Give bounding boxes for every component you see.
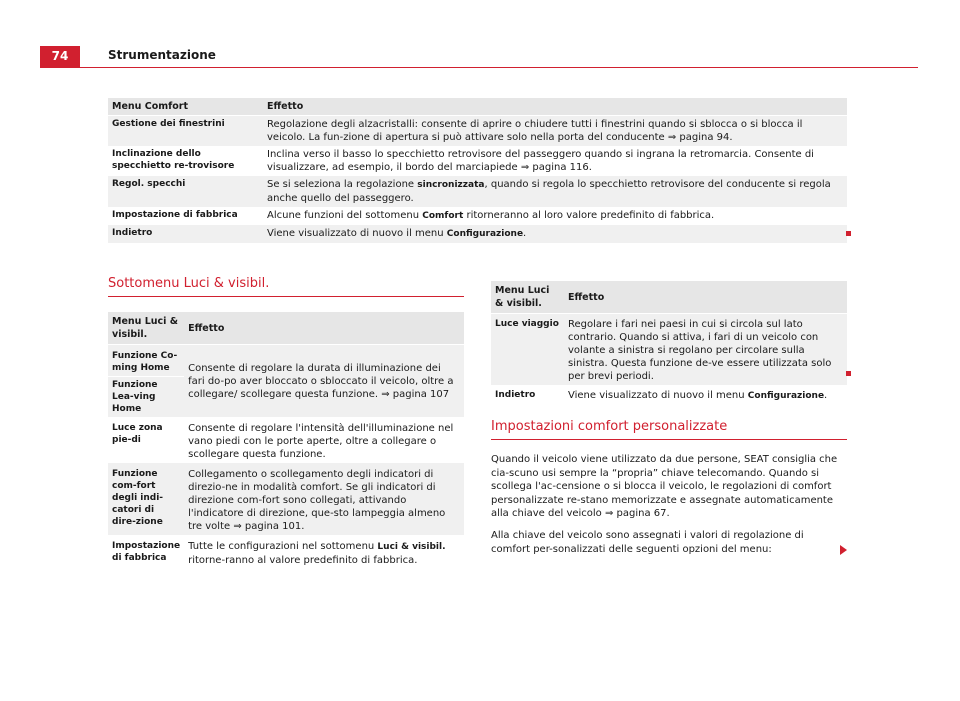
- row-text: Viene visualizzato di nuovo il menu Configurazione.: [263, 225, 847, 243]
- row-text: Regolazione degli alzacristalli: consente di aprire o chiudere tutti i finestrini quando si sblocca o si blocca il veicolo. La fun-zione di apertura si può attivare solo nella porta del conducente ⇒ pagina 94.: [263, 115, 847, 146]
- table-row: [108, 535, 464, 569]
- luci-menu-table: [108, 312, 464, 569]
- row-label: Indietro: [108, 225, 263, 243]
- row-label: Luce viaggio: [491, 313, 564, 385]
- section-rule: [491, 439, 847, 440]
- table-header-effect: Effetto: [184, 312, 464, 344]
- row-label: Regol. specchi: [108, 176, 263, 207]
- row-label: Luce zona pie-di: [108, 417, 184, 463]
- keyword: Configurazione: [446, 229, 524, 239]
- row-label: Indietro: [491, 385, 564, 405]
- row-label: Gestione dei finestrini: [108, 115, 263, 146]
- table-header-menu: Menu Comfort: [108, 98, 263, 115]
- table-row: [108, 463, 464, 535]
- paragraph: Quando il veicolo viene utilizzato da due persone, SEAT consiglia che cia-scuno usi sempre la “propria” chiave telecomando. Quando si scollega l'ac-censione o si blocca il veicolo, le regolazioni di comfort personalizzate re-stano memorizzate e assegnate automaticamente alla chiave del veicolo ⇒ pagina 67.: [491, 454, 838, 519]
- page-header-title: Strumentazione: [108, 48, 216, 62]
- keyword: Comfort: [422, 211, 464, 221]
- page-number: 74: [40, 46, 80, 67]
- row-label: Funzione Co-ming Home: [108, 344, 184, 376]
- keyword: Luci & visibil.: [377, 542, 446, 552]
- row-text: Viene visualizzato di nuovo il menu Configurazione.: [564, 385, 847, 405]
- table-header-effect: Effetto: [564, 281, 847, 313]
- section-title-comfort: Impostazioni comfort personalizzate: [491, 419, 728, 434]
- table-row: [108, 146, 847, 176]
- row-text: Inclina verso il basso lo specchietto retrovisore del passeggero quando si ingrana la retromarcia. Consente di visualizzare, ad esempio, il bordo del marciapiede ⇒ pagina 116.: [263, 146, 847, 176]
- row-text: Regolare i fari nei paesi in cui si circola sul lato contrario. Quando si attiva, i fari di un veicolo con volante a sinistra si regolano per circolare sulla sinistra. Questa funzione de-ve essere utilizzata solo per brevi periodi.: [564, 313, 847, 385]
- row-text: Se si seleziona la regolazione sincronizzata, quando si regola lo specchietto retrovisore del conducente si regola anche quello del passeggero.: [263, 176, 847, 207]
- luci-menu-table-continued: [491, 281, 847, 405]
- table-header-menu: Menu Luci & visibil.: [491, 281, 564, 313]
- table-header-menu: Menu Luci & visibil.: [108, 312, 184, 344]
- keyword: sincronizzata: [417, 180, 485, 190]
- table-row: [108, 207, 847, 225]
- red-square-end-icon: [846, 231, 851, 236]
- keyword: Configurazione: [747, 391, 825, 401]
- table-header-effect: Effetto: [263, 98, 847, 115]
- table-row: [108, 417, 464, 463]
- row-label: Funzione Lea-ving Home: [108, 376, 184, 417]
- table-row: [108, 225, 847, 243]
- row-label: Impostazione di fabbrica: [108, 535, 184, 569]
- row-label: Inclinazione dello specchietto re-trovisore: [108, 146, 263, 176]
- row-text: Consente di regolare l'intensità dell'illuminazione nel vano piedi con le porte aperte, oltre a collegare o scollegare questa funzione.: [184, 417, 464, 463]
- paragraph: Alla chiave del veicolo sono assegnati i valori di regolazione di comfort per-sonalizzati delle seguenti opzioni del menu:: [491, 530, 804, 555]
- table-row: [491, 385, 847, 405]
- table-row: [108, 115, 847, 146]
- header-rule: [40, 67, 918, 68]
- row-label: Impostazione di fabbrica: [108, 207, 263, 225]
- row-label: Funzione com-fort degli indi-catori di dire-zione: [108, 463, 184, 535]
- table-row: [108, 344, 464, 376]
- row-text: Alcune funzioni del sottomenu Comfort ritorneranno al loro valore predefinito di fabbrica.: [263, 207, 847, 225]
- row-text: Consente di regolare la durata di illuminazione dei fari do-po aver bloccato o sbloccato il veicolo, oltre a collegare/ scollegare questa funzione. ⇒ pagina 107: [184, 344, 464, 417]
- comfort-menu-table: [108, 98, 847, 243]
- section-title-luci: Sottomenu Luci & visibil.: [108, 276, 270, 291]
- red-arrow-continue-icon: [840, 545, 847, 555]
- table-row: [491, 313, 847, 385]
- red-square-end-icon: [846, 371, 851, 376]
- row-text: Collegamento o scollegamento degli indicatori di direzio-ne in modalità comfort. Se gli indicatori di direzione com-fort sono collegati, attivando l'indicatore di direzione, que-sto lampeggia almeno tre volte ⇒ pagina 101.: [184, 463, 464, 535]
- section-rule: [108, 296, 464, 297]
- table-row: [108, 176, 847, 207]
- row-text: Tutte le configurazioni nel sottomenu Luci & visibil. ritorne-ranno al valore predefinito di fabbrica.: [184, 535, 464, 569]
